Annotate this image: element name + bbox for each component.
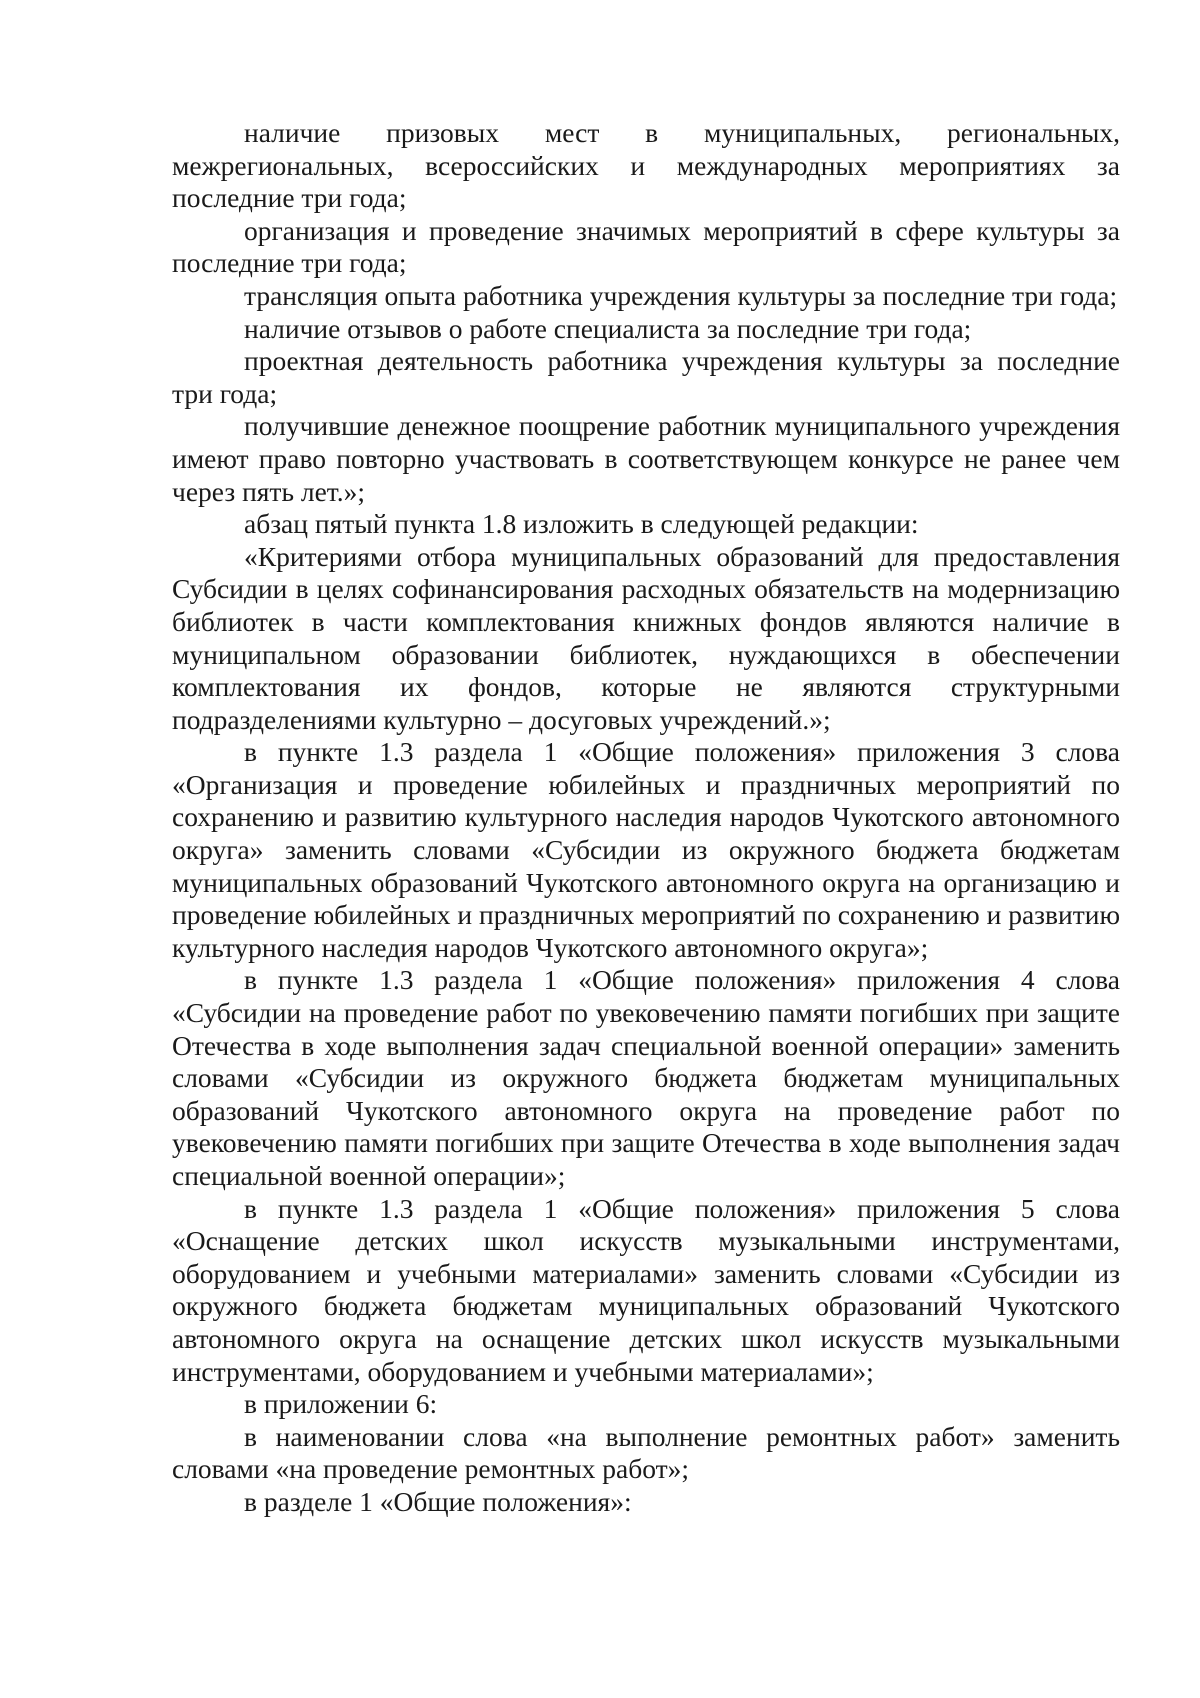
paragraph-clause-1-8: абзац пятый пункта 1.8 изложить в следующей редакции: xyxy=(244,508,919,540)
paragraph-appendix-5: в пункте 1.3 раздела 1 «Общие положения» приложения 5 слова «Оснащение детских школ искусств музыкальными инструментами, оборудованием и учебными материалами» заменить словами «Субсидии из окружного бюджета бюджетам муниципальных образований Чукотского автономного округа на оснащение детских школ искусств музыкальными инструментами, оборудованием и учебными материалами»; xyxy=(172,1192,1120,1387)
paragraph-repeat-participation: получившие денежное поощрение работник муниципального учреждения имеют право повторно участвовать в соответствующем конкурсе не ранее чем через пять лет.»; xyxy=(172,410,1120,507)
paragraph-appendix-6: в приложении 6: xyxy=(244,1388,438,1420)
paragraph-appendix-3: в пункте 1.3 раздела 1 «Общие положения» приложения 3 слова «Организация и проведение юбилейных и праздничных мероприятий по сохранению и развитию культурного наследия народов Чукотского автономного округа» заменить словами «Субсидии из окружного бюджета бюджетам муниципальных образований Чукотского автономного округа на организацию и проведение юбилейных и праздничных мероприятий по сохранению и развитию культурного наследия народов Чукотского автономного округа»; xyxy=(172,736,1120,963)
paragraph-project-activity: проектная деятельность работника учреждения культуры за последние три года; xyxy=(172,345,1120,409)
document-body xyxy=(172,117,1120,1519)
paragraph-events-organization: организация и проведение значимых мероприятий в сфере культуры за последние три года; xyxy=(172,214,1120,279)
paragraph-experience-translation: трансляция опыта работника учреждения культуры за последние три года; xyxy=(244,279,1118,311)
paragraph-section-1: в разделе 1 «Общие положения»: xyxy=(244,1485,632,1517)
paragraph-prize-places: наличие призовых мест в муниципальных, региональных, межрегиональных, всероссийских и международных мероприятиях за последние три года; xyxy=(172,117,1120,214)
paragraph-appendix-4: в пункте 1.3 раздела 1 «Общие положения» приложения 4 слова «Субсидии на проведение работ по увековечению памяти погибших при защите Отечества в ходе выполнения задач специальной военной операции» заменить словами «Субсидии из окружного бюджета бюджетам муниципальных образований Чукотского автономного округа на проведение работ по увековечению памяти погибших при защите Отечества в ходе выполнения задач специальной военной операции»; xyxy=(172,964,1120,1191)
paragraph-title-change: в наименовании слова «на выполнение ремонтных работ» заменить словами «на проведение ремонтных работ»; xyxy=(172,1420,1120,1485)
paragraph-reviews: наличие отзывов о работе специалиста за последние три года; xyxy=(244,312,972,344)
paragraph-library-criteria: «Критериями отбора муниципальных образований для предоставления Субсидии в целях софинансирования расходных обязательств на модернизацию библиотек в части комплектования книжных фондов являются наличие в муниципальном образовании библиотек, нуждающихся в обеспечении комплектования их фондов, которые не являются структурными подразделениями культурно – досуговых учреждений.»; xyxy=(172,540,1120,735)
